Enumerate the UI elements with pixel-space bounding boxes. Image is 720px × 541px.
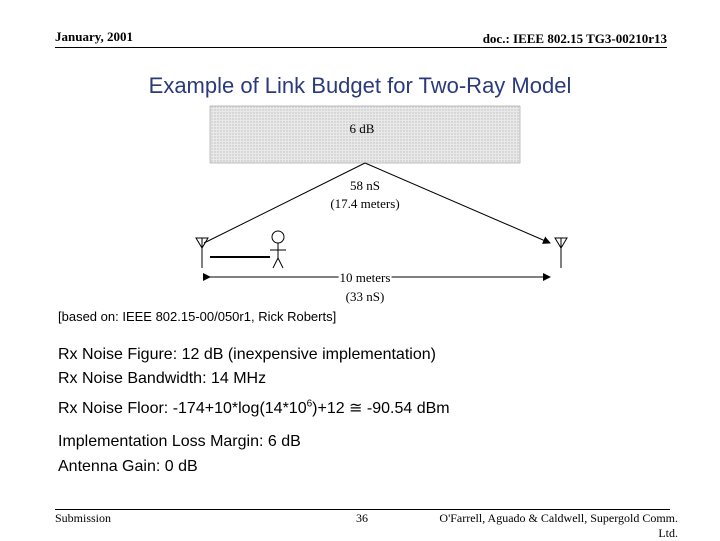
noise-floor-line — [58, 398, 450, 418]
reference-note: [based on: IEEE 802.15-00/050r1, Rick Roberts] — [58, 309, 337, 324]
noise-bandwidth-line: Rx Noise Bandwidth: 14 MHz — [58, 370, 267, 387]
impl-loss-line: Implementation Loss Margin: 6 dB — [58, 433, 301, 450]
header-date: January, 2001 — [55, 29, 134, 44]
noise-floor-exponent: 6 — [306, 398, 313, 410]
header-divider — [55, 47, 667, 48]
transmit-antenna-icon — [196, 238, 208, 268]
footer-submission: Submission — [55, 511, 112, 525]
receive-antenna-icon — [555, 238, 567, 268]
reflect-loss-label: 6 dB — [349, 121, 375, 136]
footer-authors — [439, 511, 678, 541]
footer-authors-line1: O'Farrell, Aguado & Caldwell, Supergold Comm. — [439, 511, 678, 525]
path-delay-label: 58 nS — [350, 178, 380, 193]
footer-divider-right — [160, 509, 670, 510]
direct-distance-label: 10 meters — [339, 270, 391, 285]
header-doc-id: doc.: IEEE 802.15 TG3-00210r13 — [482, 31, 667, 46]
antenna-gain-line: Antenna Gain: 0 dB — [58, 458, 198, 475]
noise-floor-suffix: )+12 ≅ -90.54 dBm — [312, 400, 450, 417]
footer-authors-line2: Ltd. — [658, 526, 678, 540]
noise-figure-line: Rx Noise Figure: 12 dB (inexpensive implementation) — [58, 346, 436, 363]
noise-floor-prefix: Rx Noise Floor: -174+10*log(14*10 — [58, 400, 307, 417]
two-ray-diagram — [190, 100, 590, 310]
path-length-label: (17.4 meters) — [330, 196, 400, 211]
person-icon — [270, 231, 286, 268]
footer-divider-left — [55, 509, 160, 510]
page-number: 36 — [356, 511, 368, 525]
slide-title: Example of Link Budget for Two-Ray Model — [148, 73, 572, 98]
direct-delay-label: (33 nS) — [345, 289, 385, 304]
